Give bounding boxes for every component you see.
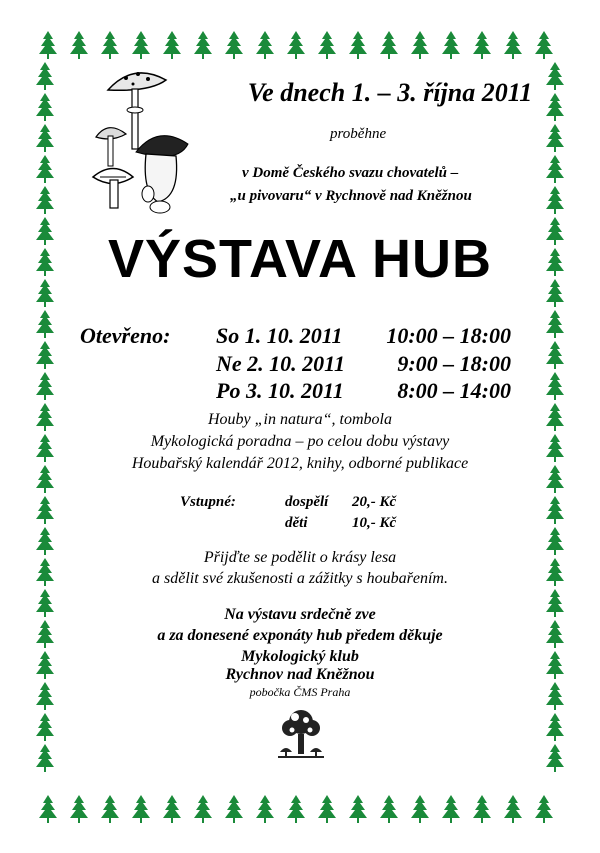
invite-line: a sdělit své zkušenosti a zážitky s houbařením. <box>152 570 448 587</box>
fir-tree-icon <box>225 31 243 59</box>
fir-tree-icon <box>36 124 54 152</box>
fir-tree-icon <box>546 341 564 369</box>
fir-tree-icon <box>163 795 181 823</box>
fir-tree-icon <box>36 310 54 338</box>
fir-tree-icon <box>546 496 564 524</box>
fee-label: Vstupné: <box>180 494 236 510</box>
exhibition-title: VÝSTAVA HUB <box>107 229 493 289</box>
fir-tree-icon <box>504 795 522 823</box>
club-logo-icon <box>278 708 324 760</box>
organizer-line: a za donesené exponáty hub předem děkuje <box>157 627 443 644</box>
opening-time: 9:00 – 18:00 <box>397 351 511 376</box>
fir-tree-icon <box>318 31 336 59</box>
fir-tree-icon <box>380 795 398 823</box>
fir-tree-icon <box>546 713 564 741</box>
fir-tree-icon <box>36 372 54 400</box>
fir-tree-icon <box>194 31 212 59</box>
opening-row <box>216 323 511 349</box>
fir-tree-icon <box>36 713 54 741</box>
fir-tree-icon <box>380 31 398 59</box>
fir-tree-icon <box>535 31 553 59</box>
opening-time: 10:00 – 18:00 <box>386 323 511 348</box>
branch-note: pobočka ČMS Praha <box>249 685 351 699</box>
invite-line: Přijďte se podělit o krásy lesa <box>203 549 397 566</box>
opening-hours-label: Otevřeno: <box>80 323 171 348</box>
event-dates: Ve dnech 1. – 3. října 2011 <box>247 78 533 107</box>
fir-tree-icon <box>132 795 150 823</box>
venue-line-1: v Domě Českého svazu chovatelů – <box>242 165 459 181</box>
organizer-line: Rychnov nad Kněžnou <box>225 666 375 683</box>
fir-tree-icon <box>70 31 88 59</box>
fir-tree-icon <box>36 186 54 214</box>
fir-tree-icon <box>349 31 367 59</box>
opening-day: Ne 2. 10. 2011 <box>216 351 345 376</box>
fir-tree-icon <box>256 31 274 59</box>
event-takes-place: proběhne <box>330 126 387 142</box>
fir-tree-icon <box>287 31 305 59</box>
fee-price: 10,- Kč <box>352 515 397 531</box>
opening-row <box>216 378 511 404</box>
fir-tree-icon <box>411 795 429 823</box>
info-line: Mykologická poradna – po celou dobu výstavy <box>150 433 450 450</box>
fir-tree-icon <box>535 795 553 823</box>
fir-tree-icon <box>546 155 564 183</box>
fir-tree-icon <box>546 124 564 152</box>
opening-day: So 1. 10. 2011 <box>216 323 343 348</box>
fir-tree-icon <box>546 744 564 772</box>
fir-tree-icon <box>101 31 119 59</box>
fir-tree-icon <box>225 795 243 823</box>
fir-tree-icon <box>101 795 119 823</box>
fir-tree-icon <box>287 795 305 823</box>
fir-tree-icon <box>256 795 274 823</box>
fir-tree-icon <box>36 341 54 369</box>
fir-tree-icon <box>39 31 57 59</box>
fir-tree-icon <box>546 186 564 214</box>
fir-tree-icon <box>194 795 212 823</box>
opening-day: Po 3. 10. 2011 <box>216 378 344 403</box>
info-line: Houbařský kalendář 2012, knihy, odborné publikace <box>131 455 469 472</box>
organizer-line: Mykologický klub <box>241 648 359 665</box>
fee-who: děti <box>285 515 308 531</box>
fir-tree-icon <box>132 31 150 59</box>
fir-tree-icon <box>163 31 181 59</box>
fir-tree-icon <box>411 31 429 59</box>
fee-who: dospělí <box>285 494 329 510</box>
fir-tree-icon <box>36 496 54 524</box>
opening-time: 8:00 – 14:00 <box>397 378 511 403</box>
fir-tree-icon <box>39 795 57 823</box>
fir-tree-icon <box>546 310 564 338</box>
opening-row <box>216 351 511 377</box>
fir-tree-icon <box>442 795 460 823</box>
fir-tree-icon <box>318 795 336 823</box>
organizer-line: Na výstavu srdečně zve <box>224 606 376 623</box>
fir-tree-icon <box>70 795 88 823</box>
fir-tree-icon <box>442 31 460 59</box>
fir-tree-icon <box>473 31 491 59</box>
fir-tree-icon <box>36 155 54 183</box>
fee-price: 20,- Kč <box>352 494 397 510</box>
info-line: Houby „in natura“, tombola <box>207 411 392 428</box>
fir-tree-icon <box>546 372 564 400</box>
venue-line-2: „u pivovaru“ v Rychnově nad Kněžnou <box>230 188 472 204</box>
fir-tree-icon <box>36 744 54 772</box>
fir-tree-icon <box>349 795 367 823</box>
fir-tree-icon <box>504 31 522 59</box>
fir-tree-icon <box>473 795 491 823</box>
